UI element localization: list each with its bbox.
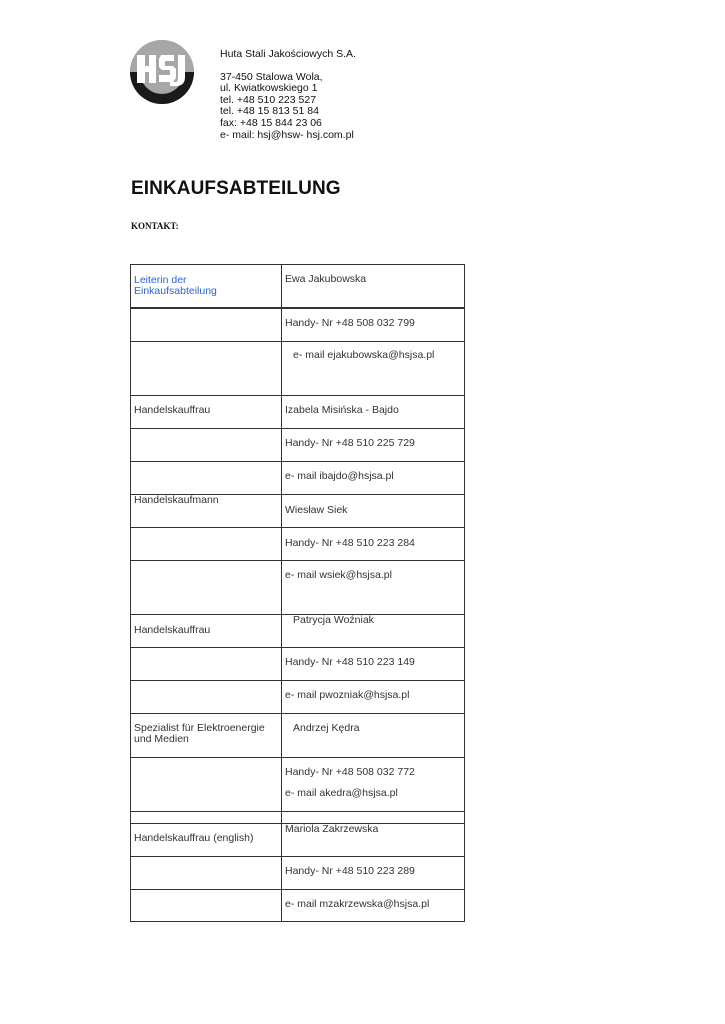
- fax: fax: +48 15 844 23 06: [220, 116, 322, 129]
- person-name: Wiesław Siek: [285, 504, 348, 516]
- phone-number: Handy- Nr +48 510 225 729: [285, 437, 415, 449]
- role-label: Handelskauffrau: [134, 624, 211, 636]
- role-label: Handelskauffrau: [134, 404, 211, 416]
- table-row: [130, 614, 465, 648]
- table-row: [130, 494, 465, 528]
- person-name: Patrycja Woźniak: [293, 614, 374, 626]
- address-street: ul. Kwiatkowskiego 1: [220, 82, 318, 95]
- role-label: Einkaufsabteilung: [134, 285, 217, 297]
- person-name: Mariola Zakrzewska: [285, 823, 379, 835]
- email-address: e- mail ejakubowska@hsjsa.pl: [293, 349, 435, 361]
- address-city: 37-450 Stalowa Wola,: [220, 70, 323, 83]
- role-label: Spezialist für Elektroenergie: [134, 722, 265, 734]
- table-row: [130, 461, 465, 495]
- table-row: [130, 560, 465, 615]
- phone-number: Handy- Nr +48 510 223 289: [285, 865, 415, 877]
- email-address: e- mail wsiek@hsjsa.pl: [285, 569, 392, 581]
- person-name: Andrzej Kędra: [293, 722, 360, 734]
- table-row: [130, 341, 465, 396]
- email-address: e- mail akedra@hsjsa.pl: [285, 787, 398, 799]
- role-label: und Medien: [134, 733, 189, 745]
- table-row: [130, 428, 465, 462]
- table-row: [130, 527, 465, 561]
- table-row: [130, 680, 465, 714]
- company-name: Huta Stali Jakościowych S.A.: [220, 48, 356, 60]
- role-label: Handelskauffrau (english): [134, 832, 254, 844]
- address-spacer: [220, 61, 356, 72]
- kontakt-label: KONTAKT:: [131, 221, 179, 231]
- table-row: [130, 308, 465, 342]
- phone-1: tel. +48 510 223 527: [220, 93, 317, 106]
- email-address: e- mail pwozniak@hsjsa.pl: [285, 689, 410, 701]
- email-address: e- mail ibajdo@hsjsa.pl: [285, 470, 394, 482]
- company-email: e- mail: hsj@hsw- hsj.com.pl: [220, 128, 354, 141]
- role-label: Leiterin der: [134, 274, 187, 286]
- hsj-logo: [130, 40, 194, 104]
- table-row: [130, 713, 465, 758]
- table-row: [130, 395, 465, 429]
- phone-number: Handy- Nr +48 510 223 149: [285, 656, 415, 668]
- table-row: [130, 856, 465, 890]
- table-row: [130, 889, 465, 922]
- email-address: e- mail mzakrzewska@hsjsa.pl: [285, 898, 430, 910]
- phone-2: tel. +48 15 813 51 84: [220, 105, 319, 118]
- role-label: Handelskaufmann: [134, 494, 219, 506]
- person-name: Ewa Jakubowska: [285, 273, 367, 285]
- company-address: [220, 49, 356, 141]
- table-row: [130, 264, 465, 308]
- table-row: [130, 647, 465, 681]
- phone-number: Handy- Nr +48 508 032 772: [285, 766, 415, 778]
- phone-number: Handy- Nr +48 508 032 799: [285, 317, 415, 329]
- table-row: [130, 823, 465, 857]
- page-title: EINKAUFSABTEILUNG: [131, 178, 341, 199]
- person-name: Izabela Misińska - Bajdo: [285, 404, 399, 416]
- table-row: [130, 757, 465, 812]
- phone-number: Handy- Nr +48 510 223 284: [285, 537, 415, 549]
